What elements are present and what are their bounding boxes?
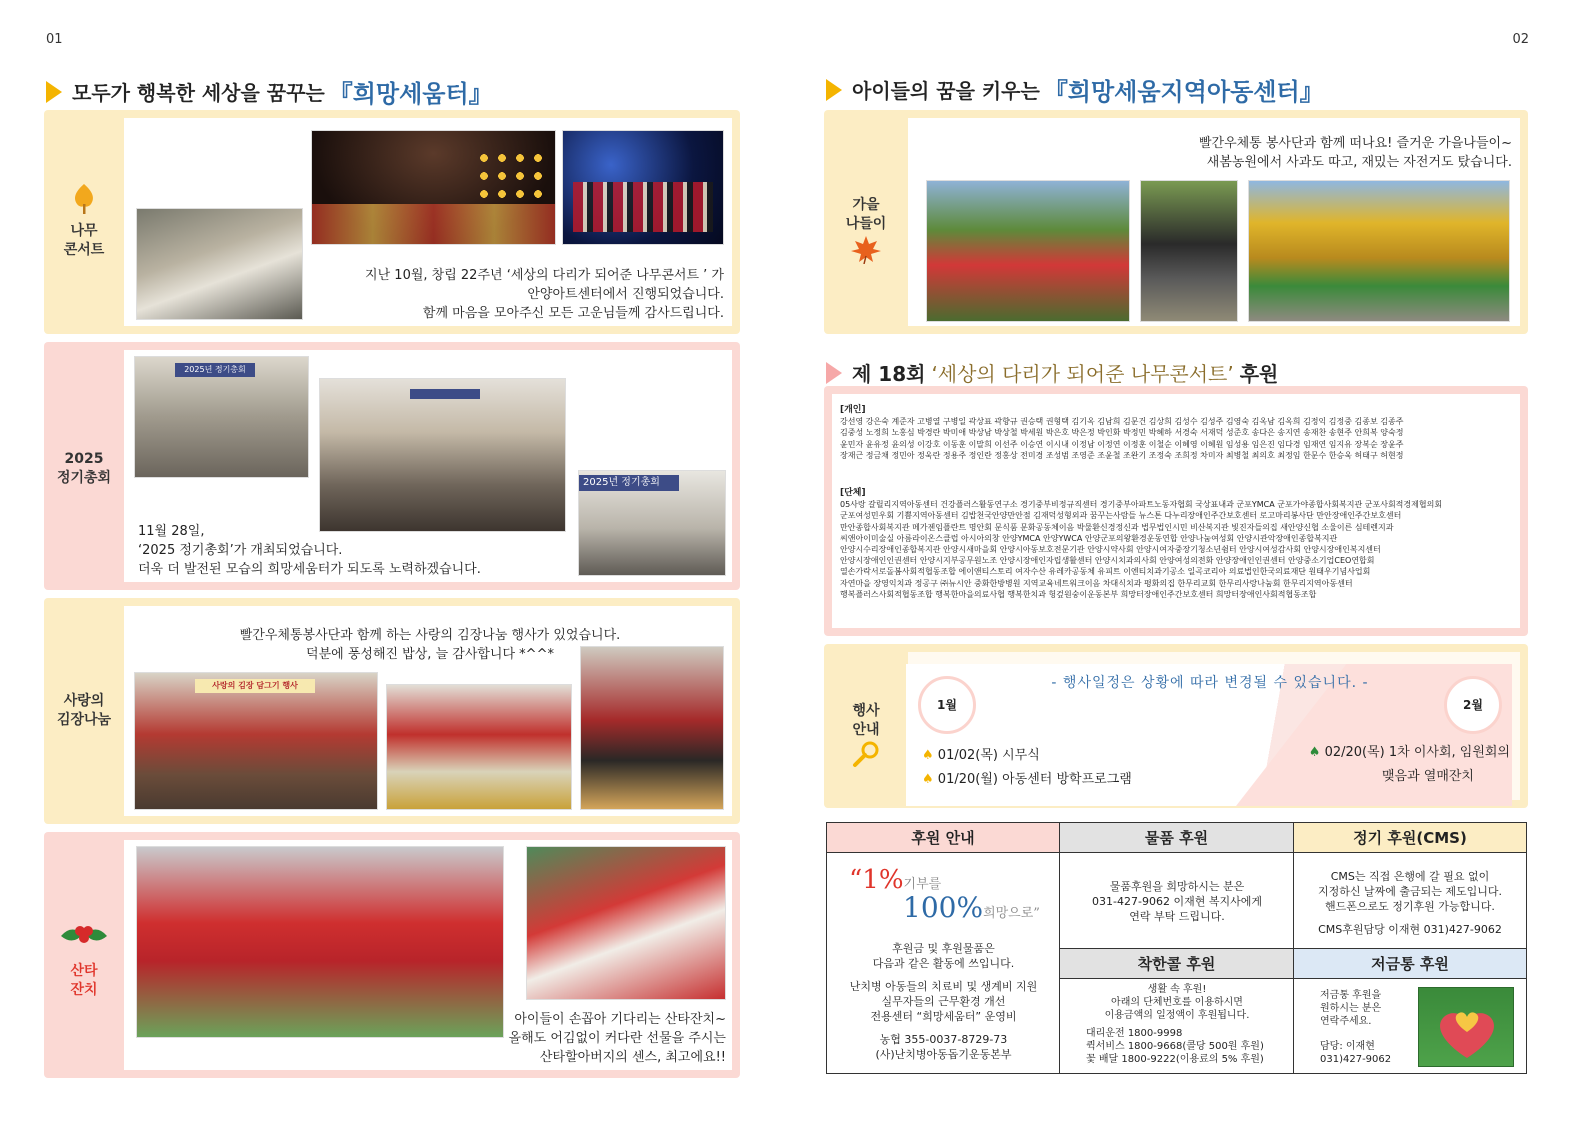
- schedule-item: [1270, 741, 1510, 765]
- sponsor-group-line: 05사랑 갈릴리지역아동센터 건강플러스활동연구소 경기중부비정규직센터 경기중부아파트노동자협회 국상표내과 군포YMCA 군포가야종합사회복지관 군포사회적경제협의회: [840, 500, 1443, 510]
- sponsor-individual-heading: [개인]: [840, 405, 866, 415]
- schedule-item: [922, 768, 1132, 792]
- bank-account: 농협 355-0037-8729-73: [879, 1033, 1008, 1046]
- schedule-notice: - 행사일정은 상황에 따라 변경될 수 있습니다. -: [1051, 675, 1369, 691]
- general-meeting-caption-line1: 11월 28일,: [138, 524, 205, 539]
- support-card-header: 착한콜 후원: [1060, 949, 1294, 979]
- slogan-2-text: 희망으로”: [983, 906, 1040, 921]
- sponsor-title: [826, 358, 1278, 387]
- sponsor-group-block: [840, 488, 1516, 600]
- title-bullet-icon: [46, 81, 62, 103]
- cms-line: CMS후원담당 이재현 031)427-9062: [1318, 923, 1502, 936]
- kimjang-caption-line2: 덕분에 풍성해진 밥상, 늘 감사합니다 *^^*: [306, 647, 554, 662]
- schedule-item-text: 02/20(목) 1차 이사회, 임원회의: [1324, 745, 1510, 760]
- schedule-february-list: [1270, 741, 1510, 789]
- support-goods-header: 물품 후원: [1060, 823, 1294, 853]
- goods-line: 물품후원을 희망하시는 분은: [1109, 880, 1245, 893]
- sponsor-group-line: 군포여성민우회 기쁨지역아동센터 김밥천국안양만안점 김재덕성형외과 꿈꾸는사람들 뉴스톤 다누리장애인주간보호센터 로고마리봉사단 만안장애인주간보호센터: [840, 511, 1402, 521]
- piggy-bank-image: [1418, 987, 1514, 1067]
- right-title-brand: 『희망세움지역아동센터』: [1043, 78, 1324, 106]
- left-title-prefix: 모두가 행복한 세상을 꿈꾸는: [72, 81, 325, 105]
- schedule-item-text: 맺음과 열매잔치: [1381, 769, 1474, 784]
- schedule-label-line1: 행사: [852, 703, 880, 719]
- sponsor-title-prefix: 제 18회: [852, 362, 926, 386]
- meeting-photo-2: [319, 378, 566, 532]
- concert-stage-photo: [311, 130, 556, 245]
- account-holder: (사)난치병아동돕기운동본부: [875, 1048, 1012, 1061]
- sponsor-group-line: 행복플러스사회적협동조합 행복한마을의료사협 행복한치과 헝겊원숭이운동본부 희망터장애인주간보호센터 희망터장애인사회적협동조합: [840, 589, 1317, 599]
- meeting-photo-3: [578, 470, 726, 576]
- schedule-item-text: 01/02(목) 시무식: [937, 748, 1040, 763]
- card-line: 이용금액의 일정액이 후원됩니다.: [1104, 1010, 1250, 1021]
- meeting-banner-large: 2025년 정기총회: [579, 475, 679, 491]
- concert-dance-photo: [562, 130, 724, 245]
- schedule-label-line2: 안내: [852, 722, 880, 738]
- autumn-caption-line1: 빨간우체통 봉사단과 함께 떠나요! 즐거운 가을나들이~: [1198, 136, 1512, 151]
- sponsor-group-line: 만안종합사회복지관 메가젠임플란트 명안회 문식품 문화공동체이음 박물환신경정신과 법무법인시민 비산복지관 빛진자들의집 새안양신협 소울이른 심테렌지과: [840, 522, 1394, 532]
- kimjang-label: [44, 692, 124, 730]
- sponsor-individual-line: 강선영 강은숙 계준자 고병열 구병일 곽상표 곽향규 권승택 권형택 김기옥 김남희 김문건 김상희 김성수 김성주 김영숙 김옥남 김옥희 김정익 김정중 김종보 김종주: [840, 417, 1404, 427]
- heart-piggy-bank-icon: [1419, 988, 1514, 1067]
- support-table: [826, 822, 1527, 1074]
- general-meeting-caption-line3: 더욱 더 발전된 모습의 희망세움터가 되도록 노력하겠습니다.: [138, 562, 481, 577]
- support-piggy-text: [1320, 989, 1391, 1066]
- autumn-caption-line2: 새봄농원에서 사과도 따고, 재밌는 자전거도 탔습니다.: [1206, 155, 1512, 170]
- kimjang-photo-2: [386, 684, 572, 810]
- piggy-line: 원하시는 분은: [1320, 1003, 1382, 1014]
- sponsor-title-quote: ‘세상의 다리가 되어준 나무콘서트’: [931, 362, 1234, 386]
- title-bullet-icon: [826, 79, 842, 101]
- sponsor-group-line: 열손가락서로돌봄사회적협동조합 에이앤티스토리 여자수산 유레카공동체 유피트 이엔티치과기공소 일곡코리아 의료법인한국의료재단 원태우기념사업회: [840, 567, 1371, 577]
- sponsor-individual-block: [840, 405, 1516, 461]
- autumn-group-photo-1: [926, 180, 1130, 322]
- support-cms-text: [1294, 869, 1526, 937]
- sponsor-group-line: 씨앤아이미술실 아름라이온스클럽 아시아의창 안양YMCA 안양YWCA 안양군포의왕환경운동연합 안양나눔여성회 안양시관악장애인종합복지관: [840, 533, 1338, 543]
- general-meeting-label: [44, 450, 124, 488]
- guide-line: 난치병 아동들의 치료비 및 생계비 지원: [849, 980, 1038, 993]
- support-card-cell: [1060, 979, 1294, 1073]
- tree-concert-caption: [320, 266, 724, 323]
- magnifier-icon: [851, 740, 881, 768]
- card-line: 생활 속 후원!: [1147, 984, 1207, 995]
- santa-caption-line1: 아이들이 손꼽아 기다리는 산타잔치~: [514, 1012, 726, 1027]
- slogan-100-percent: 100%: [903, 891, 984, 924]
- support-piggy-header: 저금통 후원: [1294, 949, 1526, 979]
- tree-concert-label-line2: 콘서트: [63, 242, 105, 258]
- schedule-january-list: [922, 744, 1132, 792]
- kimjang-label-line2: 김장나눔: [56, 712, 112, 728]
- cms-line: 핸드폰으로도 정기후원 가능합니다.: [1325, 900, 1495, 913]
- autumn-group-photo-3: [1248, 180, 1510, 322]
- sponsor-group-line: 안양시장애인인권센터 안양시지부공무원노조 안양시장애인자립생활센터 안양시치과의사회 안양여성의전화 안양장애인인권센터 안양중소기업CEO연합회: [840, 556, 1375, 566]
- cms-line: 지정하신 날짜에 출금되는 제도입니다.: [1317, 885, 1502, 898]
- autumn-label: [824, 196, 908, 270]
- autumn-label-line2: 나들이: [845, 216, 887, 232]
- support-card-text: [1060, 983, 1294, 1022]
- autumn-label-line1: 가을: [852, 197, 880, 213]
- quick-service-number: 퀵서비스 1800-9668(콜당 500원 후원): [1086, 1041, 1264, 1052]
- piggy-contact-name: 담당: 이재현: [1320, 1041, 1375, 1052]
- tree-icon: [69, 182, 99, 216]
- slogan-bottom: [903, 891, 1040, 924]
- tree-concert-caption-line1: 지난 10월, 창립 22주년 ‘세상의 다리가 되어준 나무콘서트 ’ 가: [365, 268, 724, 283]
- autumn-group-photo-2: [1140, 180, 1238, 322]
- meeting-photo-1: [134, 356, 309, 478]
- general-meeting-caption: [138, 522, 481, 579]
- santa-label-line1: 산타: [70, 963, 98, 979]
- support-guide-cell: [827, 853, 1060, 1073]
- kimjang-photo-3: [580, 646, 724, 810]
- designated-driver-number: 대리운전 1800-9998: [1086, 1028, 1183, 1039]
- santa-caption: [400, 1010, 726, 1067]
- tree-concert-caption-line3: 함께 마음을 모아주신 모든 고운님들께 감사드립니다.: [422, 306, 724, 321]
- guide-line: 후원금 및 후원물품은: [892, 942, 995, 955]
- support-guide-header: 후원 안내: [827, 823, 1060, 853]
- schedule-item-text: 01/20(월) 아동센터 방학프로그램: [937, 772, 1132, 787]
- santa-gift-photo: [526, 846, 726, 1000]
- general-meeting-caption-line2: ‘2025 정기총회’가 개최되었습니다.: [138, 543, 343, 558]
- santa-caption-line2: 올해도 어김없이 커다란 선물을 주시는: [508, 1031, 726, 1046]
- support-piggy-cell: [1294, 979, 1526, 1073]
- tree-concert-label: [44, 182, 124, 260]
- santa-label-line2: 잔치: [70, 982, 98, 998]
- general-meeting-label-line1: 2025: [64, 451, 104, 467]
- slogan-1-text: 기부를: [903, 877, 942, 892]
- guide-line: 다음과 같은 활동에 쓰입니다.: [872, 957, 1015, 970]
- kimjang-caption-line1: 빨간우체통봉사단과 함께 하는 사랑의 김장나눔 행사가 있었습니다.: [239, 628, 621, 643]
- concert-audience-photo: [136, 208, 303, 320]
- kimjang-photo-1: [134, 672, 378, 810]
- slogan-1-percent: “1%: [849, 865, 904, 895]
- tree-concert-caption-line2: 안양아트센터에서 진행되었습니다.: [527, 287, 724, 302]
- guide-line: 전용센터 “희망세움터” 운영비: [870, 1010, 1017, 1023]
- piggy-line: 저금통 후원을: [1320, 990, 1382, 1001]
- sponsor-group-line: 자연마을 장영익치과 정공구 ㈜뉴시안 중화한방병원 지역교육네트워크이음 차대식치과 평화의집 한무리교회 한무리사랑나눔회 한무리지역아동센터: [840, 578, 1353, 588]
- kimjang-label-line1: 사랑의: [63, 693, 105, 709]
- card-line: 아래의 단체번호를 이용하시면: [1111, 997, 1243, 1008]
- title-bullet-icon: [826, 362, 842, 384]
- autumn-caption: [1140, 134, 1512, 172]
- flower-delivery-number: 꽃 배달 1800-9222(이용료의 5% 후원): [1086, 1054, 1264, 1065]
- support-cms-cell: [1294, 853, 1526, 949]
- month-badge-january: 1월: [918, 676, 976, 734]
- spade-icon: ♠: [1308, 745, 1321, 760]
- month-badge-february: 2월: [1444, 676, 1502, 734]
- santa-label: [44, 916, 124, 1000]
- right-title-prefix: 아이들의 꿈을 키우는: [852, 79, 1040, 103]
- schedule-label: [824, 702, 908, 774]
- goods-line: 031-427-9062 이재현 복지사에게: [1092, 895, 1262, 908]
- sponsor-individual-line: 김중성 노정희 노홍심 박경란 박미애 박상남 박상철 박세원 박은호 박은정 박인화 박정민 박혜하 서경숙 서재덕 성준호 송다은 송지연 송재찬 송현주 안희복 양숙정: [840, 428, 1404, 438]
- page-number-right: 02: [1512, 32, 1529, 47]
- sponsor-individual-line: 윤민자 윤유정 윤의성 이강호 이동훈 이말희 이선주 이승연 이시내 이정남 이정연 이정훈 이철순 이혜영 이혜원 임성용 임은진 임다경 임재연 임지유 장복순 장윤주: [840, 439, 1404, 449]
- left-title-brand: 『희망세움터』: [328, 80, 493, 108]
- page-number-left: 01: [46, 32, 63, 47]
- support-guide-text: [827, 941, 1060, 1062]
- meeting-banner-small: 2025년 정기총회: [175, 363, 255, 377]
- spade-icon: ♠: [922, 772, 934, 787]
- holly-icon: [57, 916, 111, 956]
- guide-line: 실무자들의 근무환경 개선: [881, 995, 1006, 1008]
- left-page-title: [46, 74, 493, 109]
- schedule-item: [922, 744, 1132, 768]
- maple-leaf-icon: [849, 234, 883, 264]
- cms-line: CMS는 직접 은행에 갈 필요 없이: [1330, 870, 1490, 883]
- spade-icon: ♠: [922, 748, 934, 763]
- piggy-line: 연락주세요.: [1320, 1016, 1372, 1027]
- piggy-contact-phone: 031)427-9062: [1320, 1054, 1392, 1065]
- sponsor-individual-line: 장재근 정금채 정민아 정욱란 정용주 정인란 정홍상 전미경 조성범 조영준 조윤철 조완기 조정숙 조희정 차미자 최병철 최의호 최정임 한문수 한승욱 허태구 허현정: [840, 450, 1404, 460]
- tree-concert-label-line1: 나무: [70, 223, 98, 239]
- kimjang-banner: 사랑의 김장 담그기 행사: [195, 679, 315, 693]
- support-card-numbers: [1086, 1027, 1264, 1066]
- santa-caption-line3: 산타할아버지의 센스, 최고에요!!: [539, 1050, 726, 1065]
- sponsor-title-suffix: 후원: [1239, 362, 1279, 386]
- right-page-title: [826, 72, 1324, 107]
- support-goods-cell: [1060, 853, 1294, 949]
- sponsor-group-heading: [단체]: [840, 488, 866, 498]
- general-meeting-label-line2: 정기총회: [56, 470, 112, 486]
- goods-line: 연락 부탁 드립니다.: [1129, 910, 1225, 923]
- support-cms-header: 정기 후원(CMS): [1294, 823, 1526, 853]
- support-goods-text: [1060, 879, 1294, 924]
- sponsor-group-line: 안양시수리장애인종합복지관 안양시새마을회 안양시아동보호전문기관 안양시약사회 안양시여자중장기청소년쉼터 안양시여성감사회 안양시장애인복지센터: [840, 545, 1381, 555]
